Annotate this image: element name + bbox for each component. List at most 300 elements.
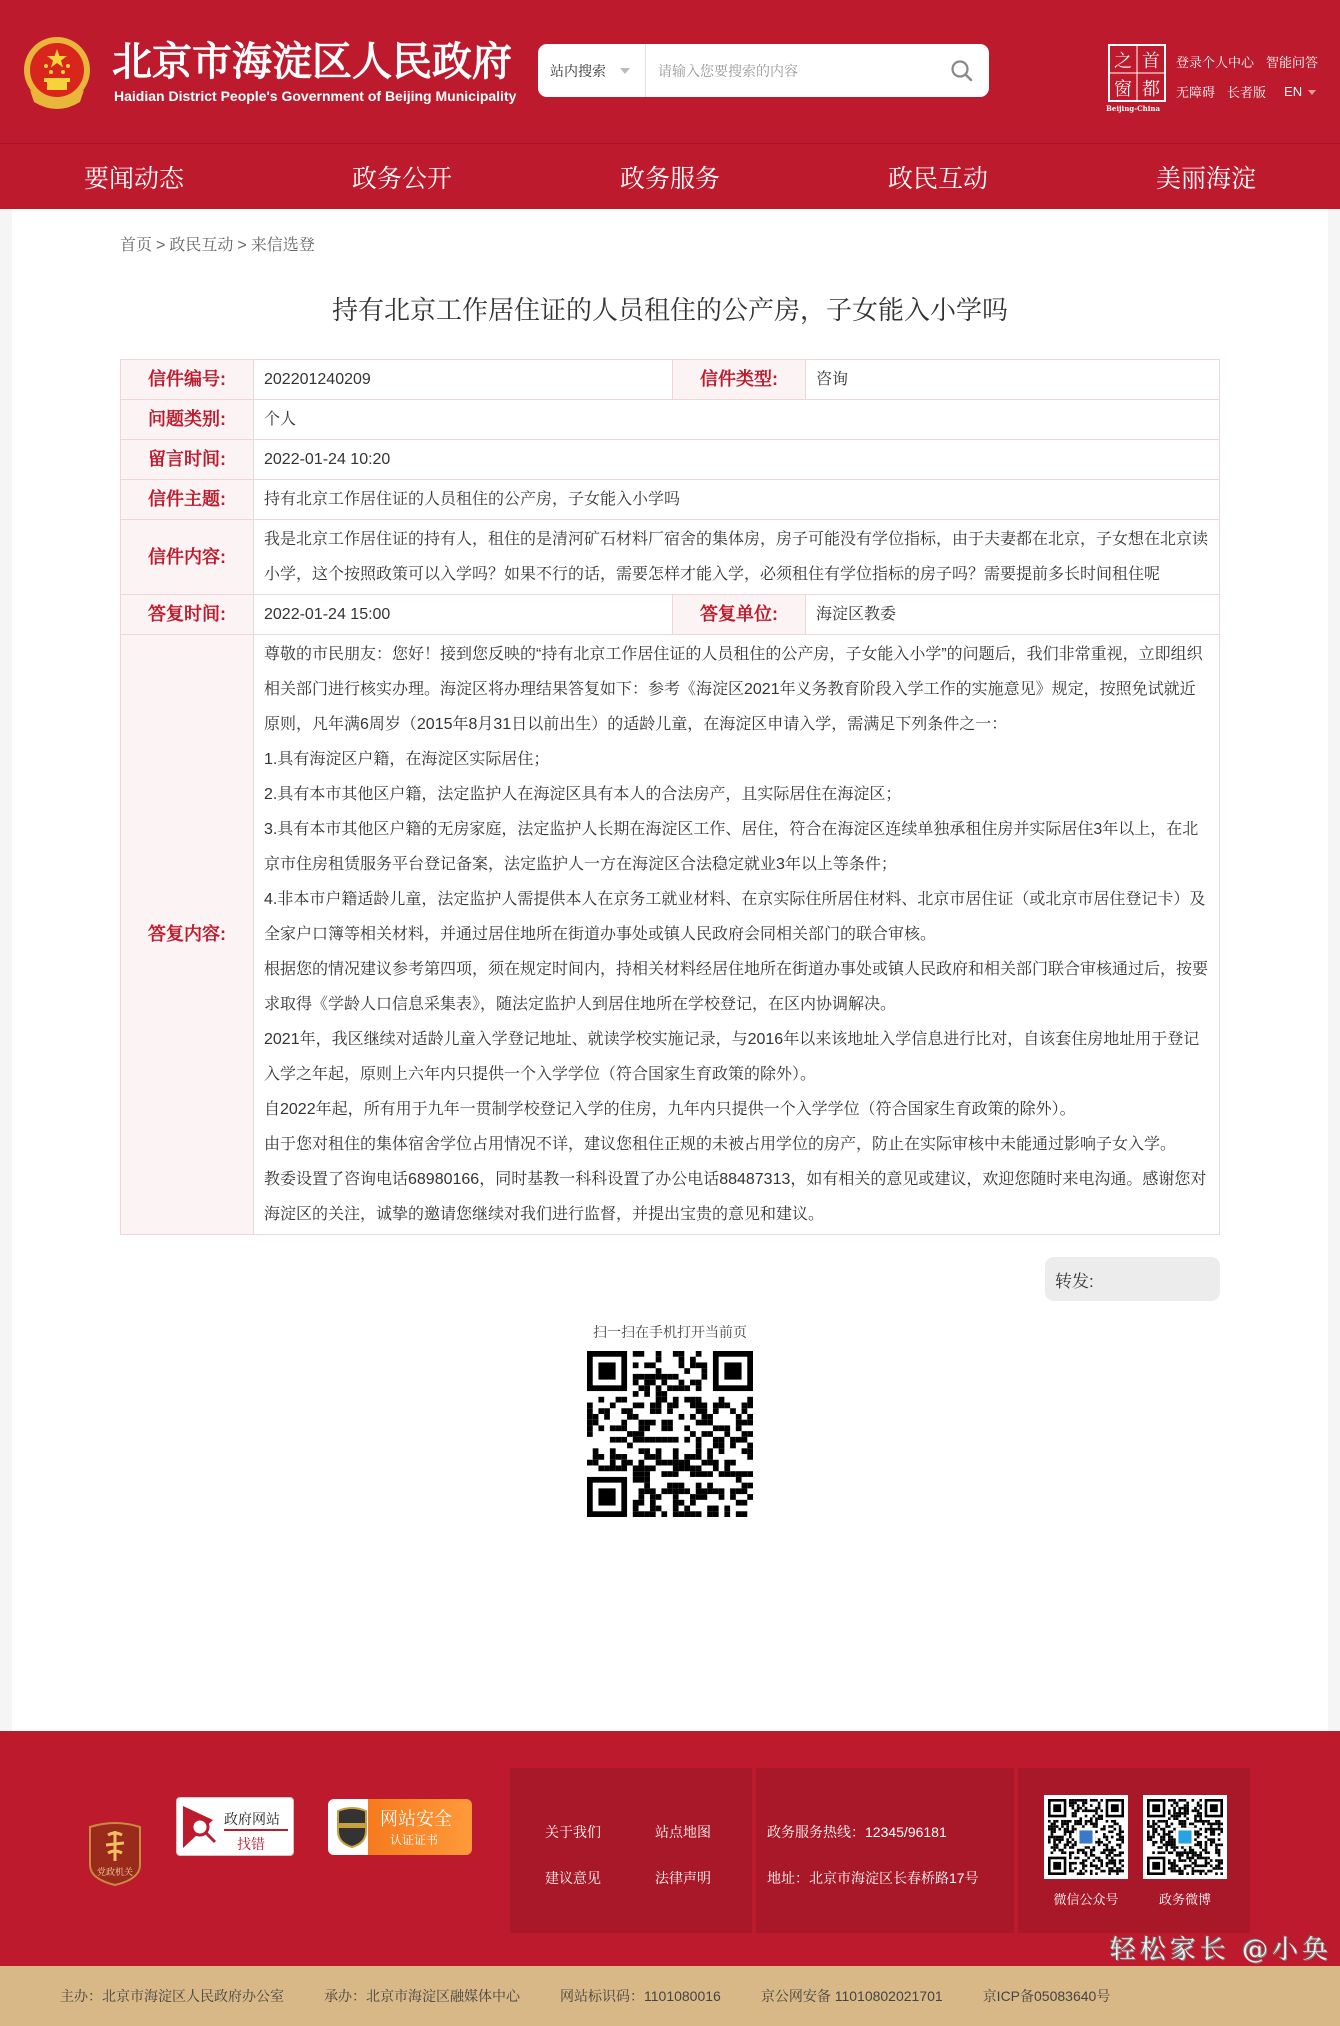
qr-module [1085,1802,1088,1805]
qr-module [696,1443,702,1449]
national-emblem-icon [20,32,94,112]
qr-module [1082,1851,1085,1854]
logo-char: 之 [1114,51,1132,72]
qr-module [1095,1865,1098,1868]
qr-module [1152,1851,1155,1854]
qr-module [1072,1828,1075,1831]
qr-module [742,1448,748,1454]
qr-module [644,1448,650,1454]
qr-module [1194,1830,1197,1833]
qr-module [1051,1833,1054,1836]
party-gov-badge-icon[interactable] [86,1821,144,1887]
qr-module [1058,1838,1061,1841]
qr-module [1121,1851,1124,1854]
qr-module [696,1362,702,1368]
qr-module [616,1465,622,1471]
qr-module [1056,1820,1059,1823]
qr-module [1210,1825,1213,1828]
qr-module [633,1506,639,1512]
logo-char: 都 [1142,79,1160,100]
qr-module [673,1374,679,1380]
qr-module [679,1500,685,1506]
icp-record[interactable]: 京ICP备05083640号 [982,1988,1111,2004]
qr-module [1093,1825,1096,1828]
qr-module [1066,1828,1069,1831]
qr-module [1218,1851,1221,1854]
qr-module [1218,1862,1221,1865]
breadcrumb-letters[interactable]: 来信选登 [250,237,315,254]
qr-module [1171,1815,1174,1818]
qr-module [1064,1851,1067,1854]
qr-module [1178,1857,1181,1860]
qr-module [1199,1804,1202,1807]
qr-module [1150,1825,1153,1828]
qr-module [690,1471,696,1477]
qr-module [1152,1833,1155,1836]
qr-module [644,1465,650,1471]
qr-module [1053,1820,1056,1823]
qr-module [639,1437,645,1443]
qr-module [639,1511,645,1517]
qr-module [719,1437,725,1443]
qr-module [1213,1830,1216,1833]
qr-module [1178,1823,1181,1826]
qr-module [707,1488,713,1494]
breadcrumb-interaction[interactable]: 政民互动 [169,237,234,254]
qr-module [1173,1828,1176,1831]
qr-module [719,1403,725,1409]
qr-module [661,1437,667,1443]
qr-module [1205,1862,1208,1865]
qr-module [1168,1838,1171,1841]
qr-module [1218,1859,1221,1862]
table-row [121,360,1220,400]
qr-module [644,1391,650,1397]
qr-module [1079,1799,1082,1802]
qr-label: 扫一扫在手机打开当前页 [593,1324,747,1340]
qr-module [679,1385,685,1391]
qr-module [633,1362,639,1368]
qr-module [633,1471,639,1477]
qr-module [587,1420,593,1426]
wechat-qr-code-icon [1048,1799,1124,1875]
qr-module [1085,1870,1088,1873]
qr-module [1079,1817,1082,1820]
qr-module [673,1448,679,1454]
qr-module [1053,1804,1061,1812]
qr-module [1199,1851,1202,1854]
qr-module [639,1351,645,1357]
qr-module [1178,1872,1181,1875]
qr-module [1095,1807,1098,1810]
qr-module [1205,1828,1208,1831]
qr-module [1197,1830,1200,1833]
qr-module [633,1414,639,1420]
qr-module [1168,1817,1171,1820]
qr-module [1053,1844,1056,1847]
qr-module [679,1460,685,1466]
qr-module [621,1465,627,1471]
qr-module [1157,1833,1160,1836]
breadcrumb-home[interactable]: 首页 [120,237,153,254]
qr-module [690,1357,696,1363]
qr-module [1058,1828,1061,1831]
capital-window-logo[interactable] [1106,44,1166,113]
qr-module [1220,1823,1223,1826]
qr-module [1171,1836,1174,1839]
qr-module [667,1460,673,1466]
nav-item-news[interactable]: 要闻动态 [83,164,184,193]
qr-module [587,1425,593,1431]
qr-module [1090,1854,1093,1857]
qr-module [696,1483,702,1489]
qr-module [730,1460,736,1466]
qr-module [696,1465,702,1471]
qr-module [1064,1844,1067,1847]
footer-link-about[interactable]: 关于我们 [545,1824,601,1840]
qr-module [1181,1854,1184,1857]
accessibility-link[interactable]: 无障碍 [1176,84,1216,100]
qr-module [1072,1807,1075,1810]
qr-module [713,1408,719,1414]
qr-module [1215,1859,1218,1862]
qr-module [1192,1849,1195,1852]
qr-module [1056,1825,1059,1828]
qr-module [1178,1867,1181,1870]
qr-module [1210,1841,1213,1844]
label-subject: 信件主题: [121,480,254,520]
qr-module [1093,1823,1096,1826]
qr-module [701,1374,707,1380]
qr-module [633,1403,639,1409]
qr-module [1114,1865,1117,1868]
reply-paragraph: 由于您对租住的集体宿舍学位占用情况不详，建议您租住正规的未被占用学位的房产，防止在实际审核中未能通过影响子女入学。 [264,1136,1177,1153]
qr-module [1085,1859,1088,1862]
qr-module [667,1374,673,1380]
qr-module [696,1437,702,1443]
qr-module [1168,1841,1171,1844]
qr-module [1114,1820,1117,1823]
hotline: 政务服务热线：12345/96181 [767,1824,947,1840]
qr-module [1152,1844,1155,1847]
footer-qr-codes [1018,1768,1250,1933]
qr-module [679,1380,685,1386]
qr-module [1066,1825,1069,1828]
qr-module [1048,1828,1051,1831]
qr-module [1157,1846,1160,1849]
label-letter-type: 信件类型: [673,360,806,400]
qr-module [1061,1836,1064,1839]
qr-module [587,1460,593,1466]
qr-module [1181,1825,1184,1828]
qr-module [1100,1815,1103,1818]
site-title: 北京市海淀区人民政府 [112,40,512,84]
qr-module [696,1403,702,1409]
qr-module [1168,1836,1171,1839]
qr-module [1119,1833,1122,1836]
qr-module [1207,1862,1210,1865]
qr-module [1160,1828,1163,1831]
category-value: 个人 [254,400,1220,440]
qr-module [598,1425,604,1431]
qr-module [1178,1859,1181,1862]
qr-module [1079,1849,1082,1852]
qr-module [1087,1820,1090,1823]
qr-module [1064,1828,1067,1831]
qr-module [1079,1862,1082,1865]
qr-module [1157,1825,1160,1828]
qr-module [1095,1867,1098,1870]
qr-module [1061,1823,1064,1826]
qr-module [1192,1870,1195,1873]
repost-button[interactable] [1045,1257,1220,1301]
qr-module [1189,1857,1192,1860]
qr-module [1079,1870,1082,1873]
find-error-badge[interactable] [176,1797,294,1856]
qr-module [1093,1854,1096,1857]
qr-module [736,1500,742,1506]
qr-module [1171,1846,1174,1849]
qr-module [684,1368,690,1374]
qr-module [610,1425,616,1431]
qr-module [742,1420,748,1426]
qr-module [1173,1846,1176,1849]
weibo-qr[interactable] [1143,1795,1227,1879]
language-switch[interactable] [1284,84,1316,99]
search-scope-select[interactable] [538,44,646,97]
qr-module [1178,1807,1181,1810]
search-input[interactable] [658,44,938,97]
qr-module [1069,1854,1072,1857]
qr-module [1171,1838,1174,1841]
qr-module [1160,1836,1163,1839]
qr-module [1194,1838,1197,1841]
qr-module [661,1425,667,1431]
caret-down-icon [1308,90,1316,95]
qr-module [696,1380,702,1386]
qr-module [627,1431,633,1437]
qr-module [707,1460,713,1466]
label-reply-time: 答复时间: [121,595,254,635]
footer-link-sitemap[interactable]: 站点地图 [655,1824,711,1840]
qr-module [1199,1857,1202,1860]
qr-module [1121,1841,1124,1844]
qr-module [1072,1838,1075,1841]
qr-module [1111,1851,1114,1854]
wechat-qr[interactable] [1044,1795,1128,1879]
letter-detail-table [120,359,1220,1235]
qr-module [1098,1815,1101,1818]
smart-qa-link[interactable]: 智能问答 [1266,54,1319,70]
qr-module [644,1483,650,1489]
qr-module [1171,1862,1174,1865]
nav-item-gov-affairs[interactable]: 政务公开 [351,164,452,193]
qr-module [1048,1841,1051,1844]
public-security-record[interactable]: 京公网安备 11010802021701 [760,1988,943,2004]
qr-module [1165,1841,1168,1844]
qr-module [1202,1849,1205,1852]
qr-module [1066,1820,1069,1823]
qr-module [650,1465,656,1471]
qr-module [1215,1828,1218,1831]
qr-module [1218,1820,1221,1823]
qr-module [1176,1851,1179,1854]
qr-module [667,1403,673,1409]
qr-module [1074,1823,1077,1826]
qr-module [1079,1830,1092,1843]
qr-module [707,1471,713,1477]
qr-module [593,1420,599,1426]
elder-version-link[interactable]: 长者版 [1227,84,1267,100]
nav-item-interaction[interactable]: 政民互动 [887,164,988,193]
qr-module [1210,1844,1213,1847]
qr-module [690,1397,696,1403]
qr-module [1048,1836,1051,1839]
qr-module [713,1511,719,1517]
nav-item-gov-services[interactable]: 政务服务 [619,164,720,193]
qr-module [1053,1828,1056,1831]
qr-module [701,1420,707,1426]
reply-paragraph: 尊敬的市民朋友：您好！接到您反映的“持有北京工作居住证的人员租住的公产房，子女能入小学”的问题后，我们非常重视，立即组织相关部门进行核实办理。海淀区将办理结果答复如下：参考《海淀区2021年义务教育阶段入学工作的实施意见》规定，按照免试就近原则，凡年满6周岁（2015年8月31日以前出生）的适龄儿童，在海淀区申请入学，需满足下列条件之一： [264,646,1203,733]
qr-module [1176,1815,1179,1818]
qr-module [1173,1807,1176,1810]
qr-module [1160,1851,1163,1854]
qr-module [1053,1823,1056,1826]
qr-module [1210,1865,1213,1868]
qr-module [1064,1833,1067,1836]
qr-module [1189,1823,1192,1826]
qr-module [742,1511,748,1517]
qr-module [1186,1802,1189,1805]
qr-module [1168,1830,1171,1833]
qr-module [650,1403,656,1409]
qr-module [656,1408,662,1414]
qr-module [1189,1859,1192,1862]
qr-module [1155,1841,1158,1844]
qr-module [1165,1846,1168,1849]
qr-module [713,1403,719,1409]
footer-link-legal[interactable]: 法律声明 [655,1870,711,1886]
qr-module [633,1380,639,1386]
qr-module [1090,1849,1093,1852]
qr-module [633,1465,639,1471]
qr-module [1108,1859,1111,1862]
qr-module [1069,1865,1072,1868]
qr-module [1220,1872,1223,1875]
table-row [121,480,1220,520]
qr-module [1090,1851,1093,1854]
qr-module [1069,1846,1072,1849]
qr-module [719,1488,725,1494]
qr-module [1051,1825,1054,1828]
label-category: 问题类别: [121,400,254,440]
qr-module [1111,1867,1114,1870]
qr-module [1074,1844,1077,1847]
site-security-badge[interactable] [328,1799,472,1855]
qr-module [1171,1823,1174,1826]
qr-module [673,1397,679,1403]
qr-module [1095,1817,1098,1820]
qr-module [673,1351,679,1357]
qr-module [1069,1851,1072,1854]
qr-module [1100,1841,1103,1844]
qr-module [661,1391,667,1397]
qr-module [1095,1825,1098,1828]
qr-module [1207,1851,1210,1854]
qr-module [1119,1830,1122,1833]
qr-module [1069,1804,1072,1807]
qr-module [1210,1859,1213,1862]
qr-module [1184,1812,1187,1815]
search-icon[interactable] [949,58,975,84]
qr-module [701,1460,707,1466]
qr-module [1197,1841,1200,1844]
qr-module [633,1511,639,1517]
qr-module [1213,1833,1216,1836]
qr-module [1197,1833,1200,1836]
qr-module [1192,1867,1195,1870]
table-row [121,400,1220,440]
qr-module [1205,1841,1208,1844]
qr-module [1192,1851,1195,1854]
qr-module [1116,1844,1119,1847]
qr-module [1218,1854,1221,1857]
qr-module [650,1380,656,1386]
qr-module [1163,1833,1166,1836]
qr-module [1090,1799,1093,1802]
qr-module [1098,1859,1101,1862]
qr-module [1173,1859,1176,1862]
qr-module [644,1374,650,1380]
qr-module [644,1488,650,1494]
qr-module [736,1488,742,1494]
qr-module [1202,1820,1205,1823]
qr-module [633,1477,639,1483]
qr-module [1218,1849,1221,1852]
qr-module [1066,1823,1069,1826]
qr-module [1184,1804,1187,1807]
qr-module [1100,1870,1103,1873]
qr-module [1202,1870,1205,1873]
qr-module [736,1425,742,1431]
qr-module [1061,1820,1064,1823]
qr-module [1064,1820,1067,1823]
footer-link-suggestions[interactable]: 建议意见 [545,1870,601,1886]
qr-module [747,1443,753,1449]
table-row [121,635,1220,1235]
qr-module [673,1500,679,1506]
qr-module [1205,1846,1208,1849]
qr-module [1079,1807,1082,1810]
qr-module [1051,1851,1054,1854]
login-link[interactable]: 登录个人中心 [1176,54,1255,70]
qr-module [696,1454,702,1460]
qr-module [644,1454,650,1460]
qr-module [661,1471,667,1477]
qr-module [1095,1823,1098,1826]
qr-module [616,1397,622,1403]
qr-module [684,1465,690,1471]
qr-module [1194,1820,1197,1823]
qr-module [684,1385,690,1391]
letter-type-value: 咨询 [806,360,1220,400]
qr-module [1176,1817,1179,1820]
nav-item-beautiful-haidian[interactable]: 美丽海淀 [1155,164,1256,193]
qr-module [1181,1870,1184,1873]
qr-module [1184,1859,1187,1862]
qr-module [1173,1838,1176,1841]
qr-module [1116,1867,1119,1870]
